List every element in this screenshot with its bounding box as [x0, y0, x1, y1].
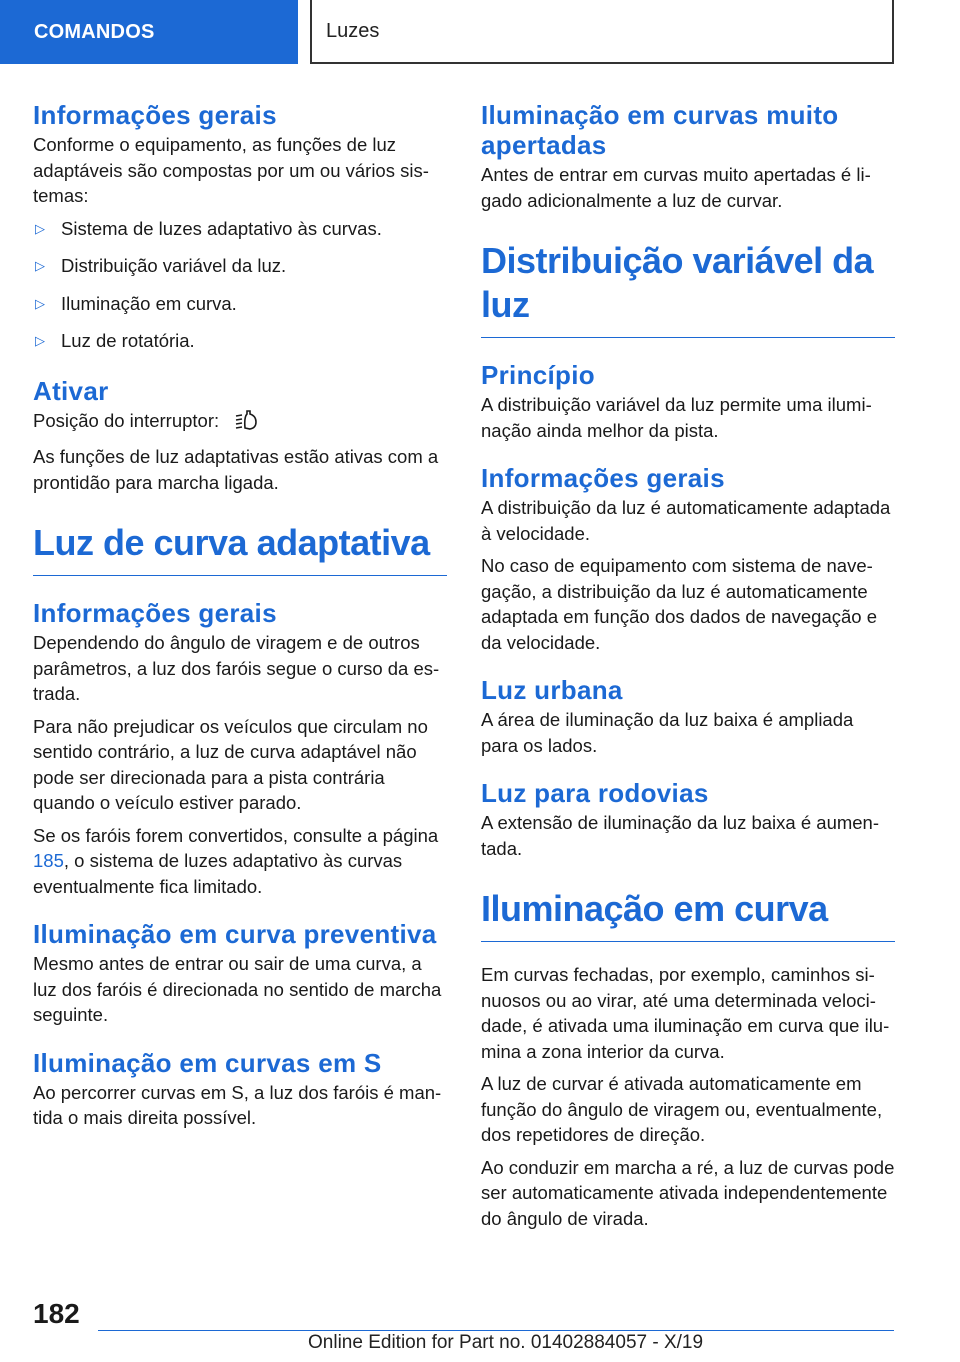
paragraph: No caso de equipamento com sistema de navegação, a distribuição da luz é automaticamente adaptada em função dos dados de navegação e da velocidade. [481, 555, 878, 653]
heading-activate: Ativar [33, 375, 109, 406]
paragraph: Em curvas fechadas, por exemplo, caminhos sinuosos ou ao virar, até uma determinada velocidade, é ativada uma iluminação em curva que ilumina a zona interior da curva. [481, 964, 890, 1062]
paragraph: Para não prejudicar os veículos que circulam no sentido contrário, a luz de curva adaptável não pode ser direcionada para a pista contrária quando o veículo estiver parado. [33, 715, 428, 813]
page-link[interactable]: 185 [33, 850, 64, 871]
paragraph: Conforme o equipamento, as funções de luz adaptáveis são compostas por um ou vários sistemas: [33, 134, 429, 206]
system-list [33, 216, 447, 354]
footer-divider [98, 1330, 894, 1331]
triangle-bullet-icon: ▷ [35, 258, 45, 273]
switch-position-label: Posição do interruptor: [33, 409, 220, 431]
section-tab [0, 0, 298, 64]
left-column [33, 100, 447, 1138]
triangle-bullet-icon: ▷ [35, 333, 45, 348]
text: Se os faróis forem convertidos, consulte a página [33, 824, 439, 846]
heading-general-info-3: Informações gerais [481, 463, 725, 493]
triangle-bullet-icon: ▷ [35, 295, 45, 311]
list-item [33, 216, 447, 242]
heading-principle: Princípio [481, 360, 595, 390]
heading-highway-light: Luz para rodovias [481, 778, 709, 808]
list-item-text: Iluminação em curva. [61, 292, 237, 314]
paragraph: Dependendo do ângulo de viragem e de outros parâmetros, a luz dos faróis segue o curso da estrada. [33, 632, 440, 704]
paragraph: Ao conduzir em marcha a ré, a luz de curvas pode ser automaticamente ativada independentemente do ângulo de virada. [481, 1156, 895, 1229]
paragraph-with-link [33, 823, 447, 900]
heading-adaptive-curve-light: Luz de curva adaptativa [33, 521, 447, 576]
footer-edition: Online Edition for Part no. 01402884057 - X/19 [308, 1332, 704, 1353]
paragraph: A área de iluminação da luz baixa é ampliada para os lados. [481, 709, 854, 756]
list-item [33, 328, 447, 354]
heading-urban-light: Luz urbana [481, 675, 623, 705]
heading-s-curves: Iluminação em curvas em S [33, 1047, 382, 1078]
right-column [481, 100, 895, 1238]
text: , o sistema de luzes adaptativo às curvas eventualmente fica limitado. [33, 850, 403, 897]
topic-label: Luzes [326, 19, 380, 42]
paragraph: A distribuição variável da luz permite uma iluminação ainda melhor da pista. [481, 394, 872, 441]
list-item [33, 291, 447, 317]
triangle-bullet-icon: ▷ [35, 220, 45, 236]
list-item [33, 253, 447, 279]
page-number: 182 [33, 1298, 80, 1329]
heading-curve-illumination: Iluminação em curva [481, 887, 895, 942]
heading-general-info: Informações gerais [33, 100, 277, 130]
list-item-text: Sistema de luzes adaptativo às curvas. [61, 217, 382, 239]
paragraph: Mesmo antes de entrar ou sair de uma curva, a luz dos faróis é direcionada no sentido de marcha seguinte. [33, 953, 442, 1025]
paragraph: A distribuição da luz é automaticamente adaptada à velocidade. [481, 497, 891, 544]
paragraph: Antes de entrar em curvas muito apertadas é ligado adicionalmente a luz de curvar. [481, 164, 871, 211]
heading-tight-curves: Iluminação em curvas muito apertadas [481, 100, 839, 160]
switch-position [33, 408, 447, 438]
paragraph: Ao percorrer curvas em S, a luz dos faróis é mantida o mais direita possível. [33, 1081, 442, 1128]
heading-preventive-curve: Iluminação em curva preventiva [33, 919, 437, 949]
paragraph: A luz de curvar é ativada automaticamente em função do ângulo de viragem ou, eventualmente, dos repetidores de direção. [481, 1073, 883, 1145]
paragraph: A extensão de iluminação da luz baixa é aumentada. [481, 812, 880, 859]
list-item-text: Distribuição variável da luz. [61, 255, 287, 276]
topic-header [310, 0, 894, 64]
heading-variable-light-distribution: Distribuição variável da luz [481, 239, 895, 338]
paragraph: As funções de luz adaptativas estão ativas com a prontidão para marcha ligada. [33, 446, 439, 493]
list-item-text: Luz de rotatória. [61, 330, 195, 351]
headlight-auto-icon [234, 409, 260, 438]
section-label: COMANDOS [34, 20, 155, 43]
heading-general-info-2: Informações gerais [33, 598, 277, 628]
